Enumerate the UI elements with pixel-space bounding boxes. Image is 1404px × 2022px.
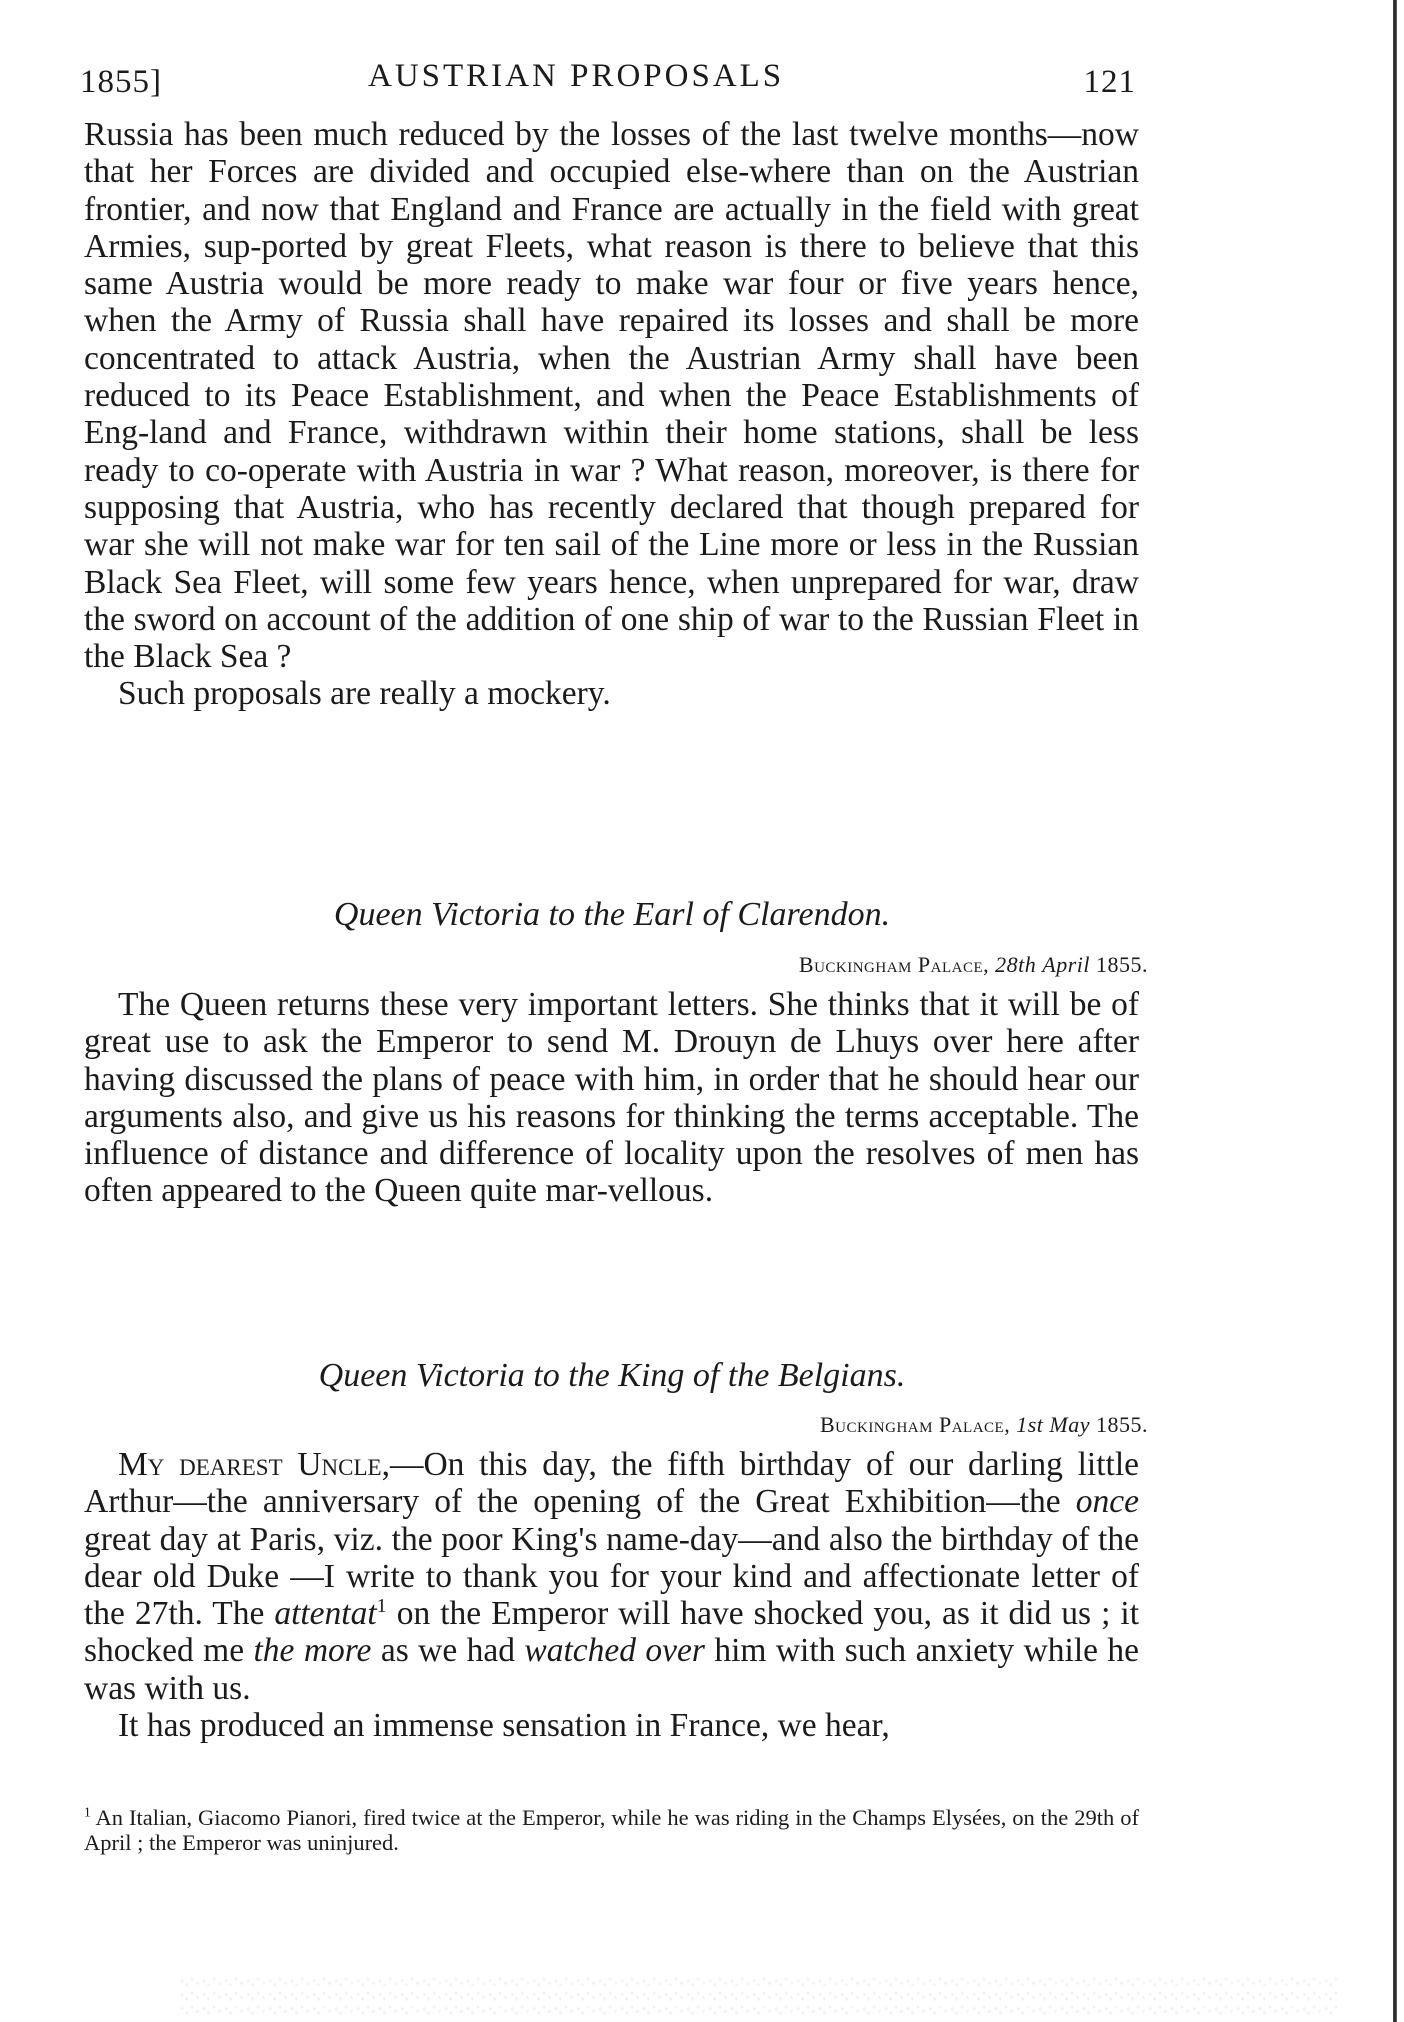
- page-edge-rule: [1393, 0, 1397, 2022]
- letter2-emphasis-the-more: the more: [253, 1632, 372, 1670]
- letter2-paragraph1: [84, 1446, 1139, 1707]
- footnote: [84, 1805, 1139, 1855]
- letter2-day: 1st: [1016, 1412, 1044, 1437]
- running-header: [80, 58, 1136, 106]
- footnote-marker: 1: [84, 1804, 91, 1820]
- letter2-text-1: —On this day, the fifth birthday of our darling little Arthur—the anniversary of the opening of the Great Exhibition—the: [84, 1446, 1139, 1521]
- letter1-day: 28th: [995, 952, 1037, 977]
- continuation-paragraph: Russia has been much reduced by the losses of the last twelve months—now that her Forces are divided and occupied else-where than on the Austrian frontier, and now that England and France are actually in the field with great Armies, sup-ported by great Fleets, what reason is there to believe that this same Austria would be more ready to make war four or five years hence, when the Army of Russia shall have repaired its losses and shall be more concentrated to attack Austria, when the Austrian Army shall have been reduced to its Peace Establishment, and when the Peace Establishments of Eng-land and France, withdrawn within their home stations, shall be less ready to co-operate with Austria in war ? What reason, moreover, is there for supposing that Austria, who has recently declared that though prepared for war she will not make war for ten sail of the Line more or less in the Russian Black Sea Fleet, will some few years hence, when unprepared for war, draw the sword on account of the addition of one ship of war to the Russian Fleet in the Black Sea ?: [84, 116, 1139, 676]
- letter1-place: Buckingham Palace,: [798, 952, 990, 977]
- letter1-body: [84, 986, 1139, 1210]
- continuation-closing-paragraph: Such proposals are really a mockery.: [118, 675, 611, 713]
- letter2-place: Buckingham Palace,: [819, 1412, 1011, 1437]
- letter2-dateline: [820, 1412, 1148, 1438]
- letter2-body: [84, 1446, 1139, 1744]
- letter1-year: 1855.: [1096, 952, 1148, 977]
- letter2-text-2: great day at Paris, viz. the poor King's name-day—and also the birthday of the dear old Duke —I write to thank you for your kind and affectionate letter of the 27th. The: [84, 1520, 1139, 1633]
- letter2-month: May: [1049, 1412, 1090, 1437]
- letter1-heading: Queen Victoria to the Earl of Clarendon.: [333, 896, 891, 933]
- letter2-text-3: on the Emperor will have shocked you, as it did us ; it shocked me: [84, 1595, 1139, 1670]
- page-number: 121: [1083, 64, 1136, 100]
- letter2-emphasis-watched-over: watched over: [524, 1632, 705, 1670]
- letter2-text-5: him with such anxiety while he was with us.: [84, 1632, 1140, 1707]
- header-title: AUSTRIAN PROPOSALS: [368, 58, 785, 94]
- continuation-text: [84, 116, 1139, 713]
- letter1-dateline: [799, 952, 1148, 978]
- letter2-emphasis-attentat: attentat: [274, 1595, 377, 1633]
- footnote-reference: 1: [376, 1595, 387, 1618]
- letter1-month: April: [1042, 952, 1090, 977]
- header-year: 1855]: [80, 64, 162, 100]
- letter1-paragraph: The Queen returns these very important letters. She thinks that it will be of great use to ask the Emperor to send M. Drouyn de Lhuys over here after having discussed the plans of peace with him, in order that he should hear our arguments also, and give us his reasons for thinking the terms acceptable. The influence of distance and difference of locality upon the resolves of men has often appeared to the Queen quite mar-vellous.: [84, 986, 1139, 1210]
- footnote-text: An Italian, Giacomo Pianori, fired twice at the Emperor, while he was riding in the Champs Elysées, on the 29th of April ; the Emperor was uninjured.: [84, 1805, 1139, 1855]
- letter2-emphasis-once: once: [1075, 1483, 1139, 1521]
- letter2-year: 1855.: [1096, 1412, 1148, 1437]
- letter2-text-4: as we had: [371, 1632, 525, 1670]
- scan-speckle: [180, 1975, 1340, 2015]
- letter2-heading: Queen Victoria to the King of the Belgians.: [318, 1357, 906, 1394]
- letter2-paragraph2: It has produced an immense sensation in France, we hear,: [118, 1707, 890, 1745]
- letter2-salutation: My dearest Uncle,: [118, 1446, 390, 1483]
